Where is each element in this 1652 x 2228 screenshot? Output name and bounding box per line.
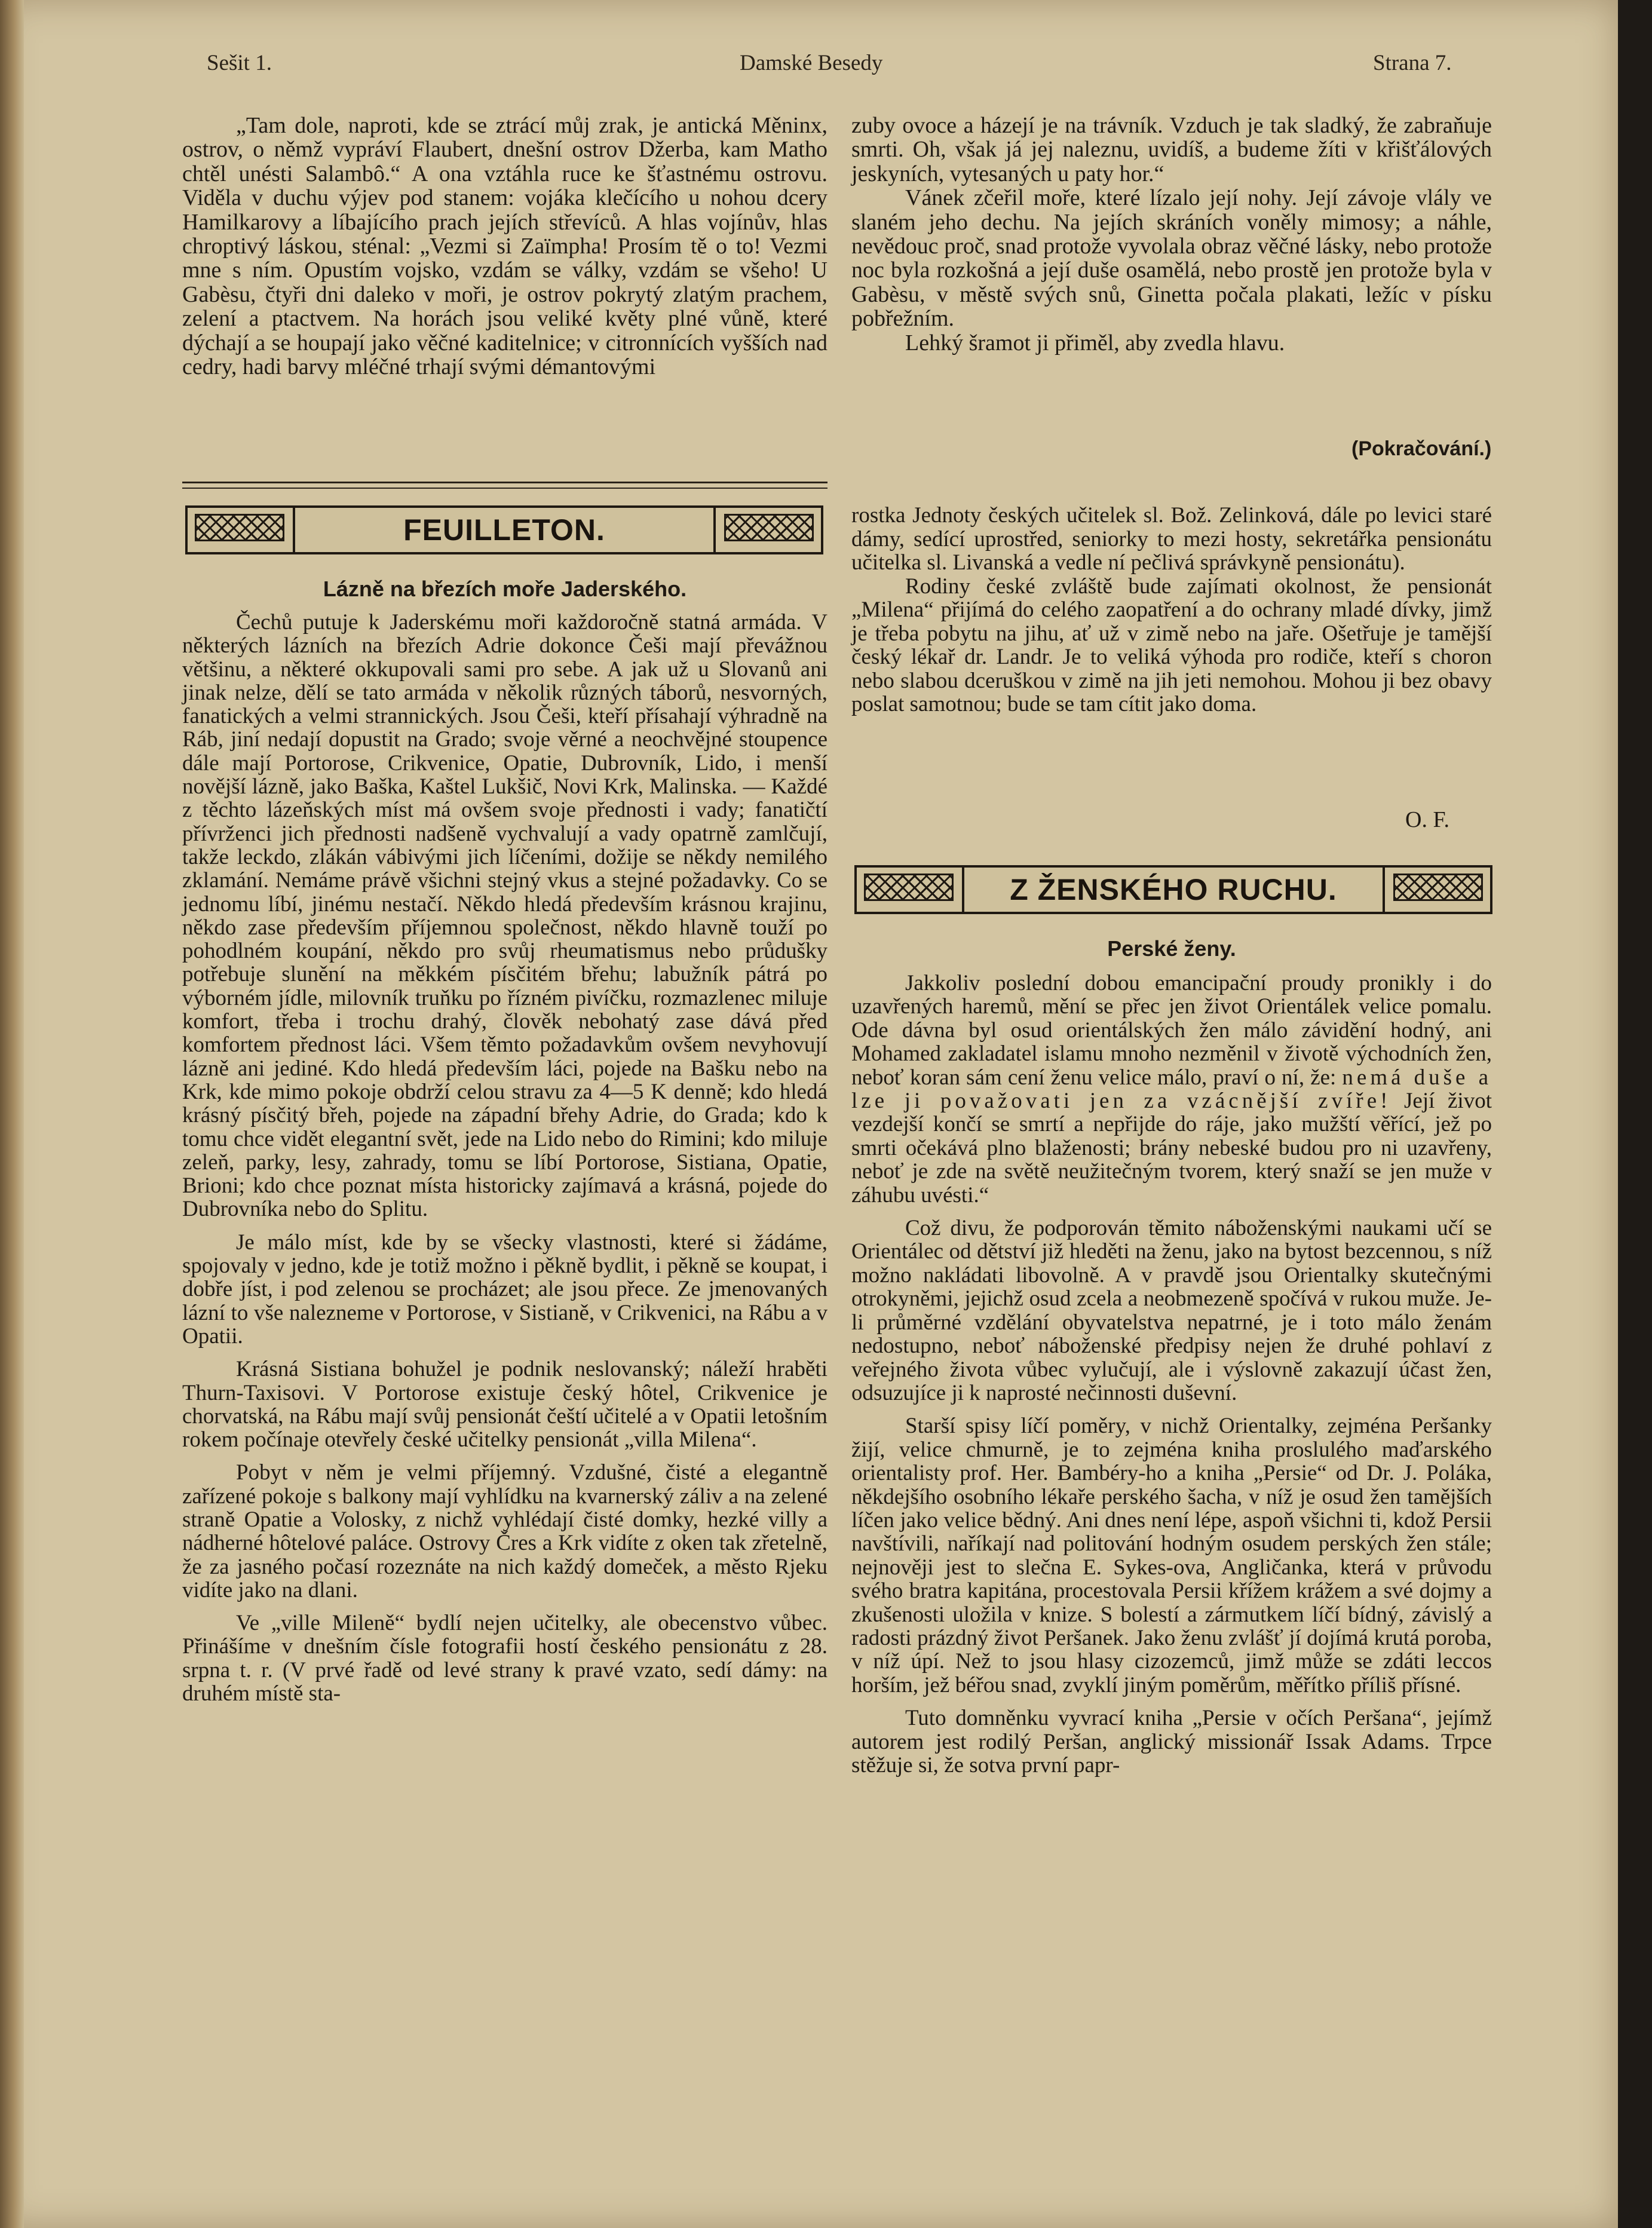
paragraph: Ve „ville Mileně“ bydlí nejen učitelky, ale obecenstvo vůbec. Přinášíme v dnešním čísle fotografii hostí českého pensionátu z 28. srpna t. r. (V prvé řadě od levé strany k pravé vzato, sedí dámy: na druhém místě sta- [182, 1611, 827, 1706]
ornament-left-icon [864, 874, 954, 901]
paragraph: rostka Jednoty českých učitelek sl. Bož. Zelinková, dále po levici staré dámy, sedící uprostřed, seniorky to mezi hosty, sekretářka pensionátu učitelka sl. Livanská a vedle ní pečlivá správkyně pensionátu). [851, 503, 1492, 575]
text-run: Její život vezdejší končí se smrtí a nepřijde do ráje, jako mužští věřící, jež po smrti očekává plno blaženosti; brány nebeské budou pro ni uzavřeny, neboť je zde na světě neužitečným tvorem, který snaží se jen muže v záhubu uvésti.“ [851, 1089, 1492, 1208]
header-issue: Sešit 1. [207, 51, 272, 75]
header-magazine-title: Damské Besedy [740, 51, 883, 75]
womens-movement-heading: Z ŽENSKÉHO RUCHU. [962, 868, 1385, 912]
paragraph: „Tam dole, naproti, kde se ztrácí můj zrak, je antická Měninx, ostrov, o němž vypráví Flaubert, dnešní ostrov Džerba, kam Matho chtěl unésti Salambô.“ A ona vztáhla ruce ke šťastnému ostrovu. Viděla v duchu výjev pod stanem: vojáka klečícího u nohou dcery Hamilkarovy a líbajícího prach jejích střevíců. A hlas vojínův, hlas chroptivý láskou, sténal: „Vezmi si Zaïmpha! Prosím tě o to! Vezmi mne s ním. Opustím vojsko, vzdám se války, vzdám se všeho! U Gabèsu, čtyři dni daleko v moři, je ostrov pokrytý zlatým prachem, zelení a ptactvem. Na horách jsou veliké květy plné vůně, které dýchají a se houpají jako věčné kaditelnice; v citronnících vyšších nad cedry, hadi barvy mléčné trhají svými démantovými [182, 113, 827, 380]
paragraph: Je málo míst, kde by se všecky vlastnosti, které si žádáme, spojovaly v jedno, kde je totiž možno i pěkně bydlit, i pěkně se koupat, i dobře jíst, i pod zelenou se procházet; ale jsou přece. Ze jmenovaných lázní to vše nalezneme v Portorose, v Sistianě, v Crikvenici, na Rábu a v Opatii. [182, 1230, 827, 1349]
header-page-number: Strana 7. [1373, 51, 1452, 75]
paragraph: Starší spisy líčí poměry, v nichž Orientalky, zejména Peršanky žijí, velice chmurně, je to zejména kniha proslulého maďarského orientalisty prof. Her. Bambéry-ho a kniha „Persie“ od Dr. J. Poláka, někdejšího osobního lékaře perského šacha, v níž je osud žen tamějších líčen jako velice bědný. Ani dnes není lépe, aspoň všichni ti, kdož Persii navštívili, naříkají nad politování hodným osudem perských žen stále; nejnověji jest to slečna E. Sykes-ova, Angličanka, která v průvodu svého bratra kapitána, procestovala Persii křížem krážem a své dojmy a zkušenosti uložila v knize. S bolestí a zármutkem líčí bídný, závislý a radosti prázdný život Peršanek. Jako ženu zvlášť jí dojímá krutá poroba, v níž úpí. Než to jsou hlasy cizozemců, jimž může se zdáti leccos horším, jež béřou snad, zvyklí jiným poměrům, měřítko příliš přísné. [851, 1414, 1492, 1697]
feuilleton-column-left [182, 611, 827, 1705]
paragraph: Vánek zčeřil moře, které lízalo její nohy. Její závoje vlály ve slaném jeho dechu. Na jejích skráních voněly mimosy; a náhle, nevědouc proč, snad protože vyvolala obraz věčné lásky, nebo protože noc byla rozkošná a její duše osamělá, nebo prostě jen protože byla v Gabèsu, v městě svých snů, Ginetta počala plakati, ležíc v písku pobřežním. [851, 185, 1492, 332]
emphasized-text: nemá duše a lze ji považovati jen za vzácnější zvíře! [851, 1065, 1492, 1114]
story-continuation-right [851, 114, 1492, 355]
to-be-continued: (Pokračování.) [1351, 437, 1492, 460]
paragraph: Lehký šramot ji přiměl, aby zvedla hlavu. [905, 330, 1285, 356]
womens-movement-banner [854, 865, 1492, 914]
feuilleton-heading: FEUILLETON. [293, 508, 716, 552]
paragraph: zuby ovoce a házejí je na trávník. Vzduch je tak sladký, že zabraňuje smrti. Oh, však já jej naleznu, uvidíš, a budeme žíti v křišťálových jeskyních, vytesaných u paty hor.“ [851, 113, 1492, 186]
story-continuation-left [182, 114, 827, 379]
paragraph: Čechů putuje k Jaderskému moři každoročně statná armáda. V některých lázních na březích Adrie dokonce Češi mají převážnou většinu, a některé okkupovali sami pro sebe. A jak už u Slovanů ani jinak nelze, dělí se tato armáda v několik různých táborů, nesvorných, fanatických a velmi strannických. Jsou Češi, kteří přísahají výhradně na Ráb, jiní nedají dopustit na Grado; svoje věrné a neochvějné stoupence dále mají Portorose, Crikvenice, Opatie, Dubrovník, Lido, i menší novější lázně, jako Baška, Kaštel Lukšič, Novi Krk, Malinska. — Každé z těchto lázeňských míst má ovšem svoje přednosti i vady; fanatičtí přívrženci jich přednosti nadšeně vychvalují a vady opatrně zamlčují, takže leckdo, zlákán vábivými jich líčeními, dožije se někdy nemilého zklamání. Nemáme právě všichni stejný vkus a stejné požadavky. Co se jednomu líbí, jinému nestačí. Někdo hledá především krásnou krajinu, někdo zase především příjemnou společnost, někdo hlavně touží po pohodlném koupání, někdo pro svůj rheumatismus nebo průdušky potřebuje slunění na měkkém písčitém břehu; labužník pátrá po výborném jídle, milovník truňku po řízném pivíčku, rozmazlenec miluje komfort, třeba i trochu drahý, člověk nebohatý zase dává před komfortem přednost láci. Všem těmto požadavkům ovšem nevyhovují lázně ani jediné. Kdo hledá především láci, pojede na Bašku nebo na Krk, kde mimo pokoje obdrží celou stravu za 4—5 K denně; kdo hledá krásný písčitý břeh, pojede na západní břehy Adrie, do Grada; kdo k tomu chce vidět elegantní svět, jede na Lido nebo do Rimini; kdo miluje zeleň, parky, lesy, zahrady, tomu se líbí Portorose, Sistiana, Opatie, Brioni; kdo chce poznat místa historicky zajímavá a krásná, pojede do Dubrovníka nebo do Splitu. [182, 610, 827, 1222]
paragraph: Krásná Sistiana bohužel je podnik neslovanský; náleží hraběti Thurn-Taxisovi. V Portorose existuje český hôtel, Crikvenice je chorvatská, na Rábu mají svůj pensionát čeští učitelé a v Opatii letošním rokem počínaje otevřely české učitelky pensionát „villa Milena“. [182, 1357, 827, 1452]
feuilleton-article-title: Lázně na březích moře Jaderského. [323, 577, 687, 601]
paragraph: Což divu, že podporován těmito náboženskými naukami učí se Orientálec od dětství již hleděti na ženu, jako na bytost bezcennou, s níž možno nakládati libovolně. A v pravdě jsou Orientalky skutečnými otrokyněmi, jejichž osud zcela a neobmezeně spočívá v rukou muže. Je-li průměrné vzdělání obyvatelstva nepatrné, je i toto málo ženám nedostupno, neboť náboženské předpisy nejen že druhé pohlaví z veřejného života vůbec vylučují, ale i výslovně zakazují účast žen, odsuzujíce ji k naprosté nečinnosti duševní. [851, 1216, 1492, 1405]
page-binding [0, 0, 24, 2228]
author-signature: O. F. [1405, 807, 1450, 832]
text-run: Jakkoliv poslední dobou emancipační proudy pronikly i do uzavřených haremů, mění se přec jen život Orientálek velice pomalu. Ode dávna byl osud orientálských žen málo závidění hodný, ani Mohamed zakladatel islamu mnoho nezměnil v životě východních žen, neboť koran sám cení ženu velice málo, praví o ní, že: [851, 971, 1492, 1090]
feuilleton-banner [185, 505, 823, 554]
section-divider [182, 482, 827, 483]
ornament-right-icon [724, 514, 814, 541]
section-divider [182, 488, 827, 489]
paragraph: Tuto domněnku vyvrací kniha „Persie v očích Peršana“, jejímž autorem jest rodilý Peršan, anglický missionář Issak Adams. Trpce stěžuje si, že sotva první papr- [851, 1706, 1492, 1778]
womens-article-title: Perské ženy. [1107, 936, 1236, 961]
paragraph: Rodiny české zvláště bude zajímati okolnost, že pensionát „Milena“ přijímá do celého zaopatření a do ochrany mladé dívky, jimž je třeba pobytu na jihu, ať už v zimě nebo na jaře. Ošetřuje je tamější český lékař dr. Landr. Je to veliká výhoda pro rodiče, kteří s choron nebo slabou dceruškou v zimě na jih jeti nemohou. Mohou ji bez obavy poslat samotnou; bude se tam cítit jako doma. [851, 574, 1492, 716]
ornament-right-icon [1393, 874, 1483, 901]
paragraph: Pobyt v něm je velmi příjemný. Vzdušné, čisté a elegantně zařízené pokoje s balkony mají vyhlídku na kvarnerský záliv a na zelené straně Opatie a Volosky, z nichž vyhlédají čisté domky, hezké villy a nádherné hôtelové paláce. Ostrovy Čres a Krk vidíte z oken tak zřetelně, že za jasného počasí rozeznáte na nich každý domeček, a město Rjeku vidíte jako na dlani. [182, 1460, 827, 1602]
paragraph [851, 972, 1492, 1207]
running-header [0, 47, 1618, 82]
ornament-left-icon [195, 514, 284, 541]
feuilleton-column-right [851, 504, 1492, 716]
womens-column [851, 972, 1492, 1777]
